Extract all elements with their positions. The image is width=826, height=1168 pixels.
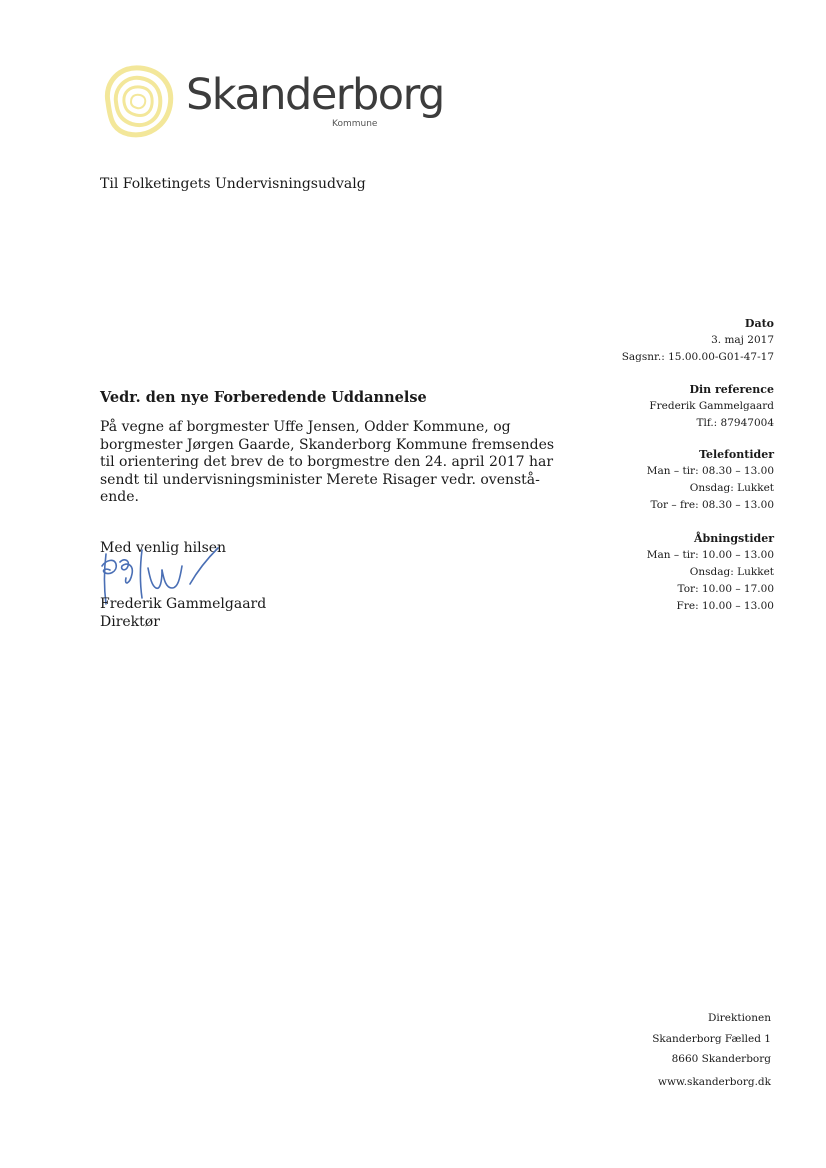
body-line: ende. (100, 489, 139, 505)
opening-hours-line: Tor: 10.00 – 17.00 (677, 583, 774, 595)
letter-body (100, 419, 555, 507)
phone-hours-label: Telefontider (699, 448, 774, 461)
case-number: Sagsnr.: 15.00.00-G01-47-17 (621, 351, 774, 363)
date-block (622, 315, 774, 366)
opening-hours-block (647, 530, 774, 615)
opening-hours-line: Onsdag: Lukket (689, 566, 774, 578)
footer-address (652, 1008, 771, 1070)
body-line: På vegne af borgmester Uffe Jensen, Odder Kommune, og (100, 419, 511, 435)
ring-logo-icon (98, 62, 178, 142)
footer-city: 8660 Skanderborg (671, 1053, 771, 1065)
recipient-line: Til Folketingets Undervisningsudvalg (100, 176, 366, 192)
date-label: Dato (744, 317, 774, 330)
website-link[interactable]: www.skanderborg.dk (658, 1076, 771, 1088)
skanderborg-logo (98, 62, 444, 142)
phone-hours-line: Onsdag: Lukket (689, 482, 774, 494)
body-line: sendt til undervisningsminister Merete Risager vedr. ovenstå- (100, 471, 540, 488)
reference-name: Frederik Gammelgaard (649, 400, 774, 412)
opening-hours-label: Åbningstider (693, 532, 774, 545)
phone-hours-line: Man – tir: 08.30 – 13.00 (646, 465, 774, 477)
signer-title: Direktør (100, 614, 160, 630)
reference-block (649, 381, 774, 432)
reference-phone: Tlf.: 87947004 (696, 417, 774, 429)
phone-hours-line: Tor – fre: 08.30 – 13.00 (650, 499, 774, 511)
closing-greeting: Med venlig hilsen (100, 540, 227, 556)
opening-hours-line: Fre: 10.00 – 13.00 (676, 600, 774, 612)
body-line: borgmester Jørgen Gaarde, Skanderborg Kommune fremsendes (100, 436, 555, 453)
logo-subtitle: Kommune (332, 119, 378, 129)
logo-wordmark: Skanderborg (186, 70, 444, 120)
date-value: 3. maj 2017 (711, 334, 774, 346)
footer-department: Direktionen (707, 1012, 771, 1024)
footer-street: Skanderborg Fælled 1 (652, 1032, 771, 1045)
signer-name: Frederik Gammelgaard (100, 596, 267, 612)
letter-subject: Vedr. den nye Forberedende Uddannelse (100, 389, 427, 406)
reference-label: Din reference (689, 383, 774, 396)
body-line: til orientering det brev de to borgmestre den 24. april 2017 har (100, 454, 554, 470)
phone-hours-block (647, 446, 774, 514)
opening-hours-line: Man – tir: 10.00 – 13.00 (646, 549, 774, 561)
